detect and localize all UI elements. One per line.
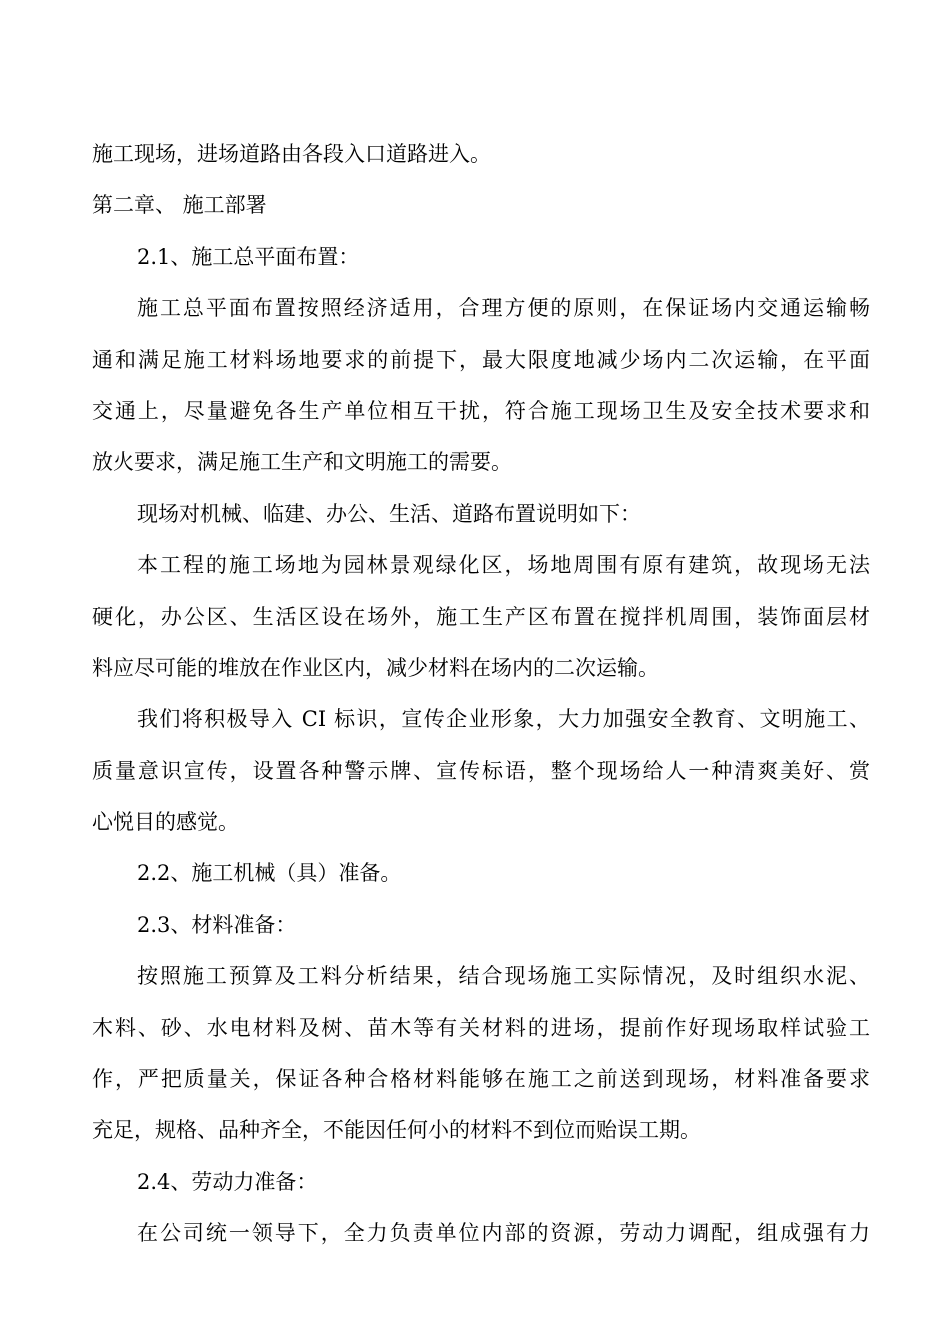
paragraph-line: 在公司统一领导下，全力负责单位内部的资源，劳动力调配，组成强有力 [137,1221,870,1246]
paragraph-line: 我们将积极导入 CI 标识，宣传企业形象，大力加强安全教育、文明施工、 [137,707,870,732]
document-page [92,129,870,1260]
paragraph-line: 交通上，尽量避免各生产单位相互干扰，符合施工现场卫生及安全技术要求和 [92,398,870,423]
paragraph-line: 心悦目的感觉。 [92,810,239,835]
paragraph-line: 充足，规格、品种齐全，不能因任何小的材料不到位而贻误工期。 [92,1118,701,1143]
paragraph-line: 施工现场，进场道路由各段入口道路进入。 [92,142,491,166]
paragraph-line: 作，严把质量关，保证各种合格材料能够在施工之前送到现场，材料准备要求 [92,1067,870,1092]
paragraph-line: 硬化，办公区、生活区设在场外，施工生产区布置在搅拌机周围，装饰面层材 [92,604,870,629]
paragraph-line: 现场对机械、临建、办公、生活、道路布置说明如下： [137,501,641,526]
section-heading: 2.2、施工机械（具）准备。 [137,861,402,886]
section-heading: 2.1、施工总平面布置： [137,244,360,269]
paragraph-line: 施工总平面布置按照经济适用，合理方便的原则，在保证场内交通运输畅 [137,296,870,321]
paragraph-line: 放火要求，满足施工生产和文明施工的需要。 [92,450,512,475]
paragraph-line: 料应尽可能的堆放在作业区内，减少材料在场内的二次运输。 [92,655,659,680]
section-heading: 2.3、材料准备： [137,912,297,937]
paragraph-line: 按照施工预算及工料分析结果，结合现场施工实际情况，及时组织水泥、 [137,964,870,989]
paragraph-line: 质量意识宣传，设置各种警示牌、宣传标语，整个现场给人一种清爽美好、赏 [92,758,870,783]
chapter-heading: 第二章、 施工部署 [92,193,267,218]
paragraph-line: 本工程的施工场地为园林景观绿化区，场地周围有原有建筑，故现场无法 [137,553,870,578]
section-heading: 2.4、劳动力准备： [137,1169,318,1194]
paragraph-line: 木料、砂、水电材料及树、苗木等有关材料的进场，提前作好现场取样试验工 [92,1015,870,1040]
paragraph-line: 通和满足施工材料场地要求的前提下，最大限度地减少场内二次运输，在平面 [92,347,870,372]
